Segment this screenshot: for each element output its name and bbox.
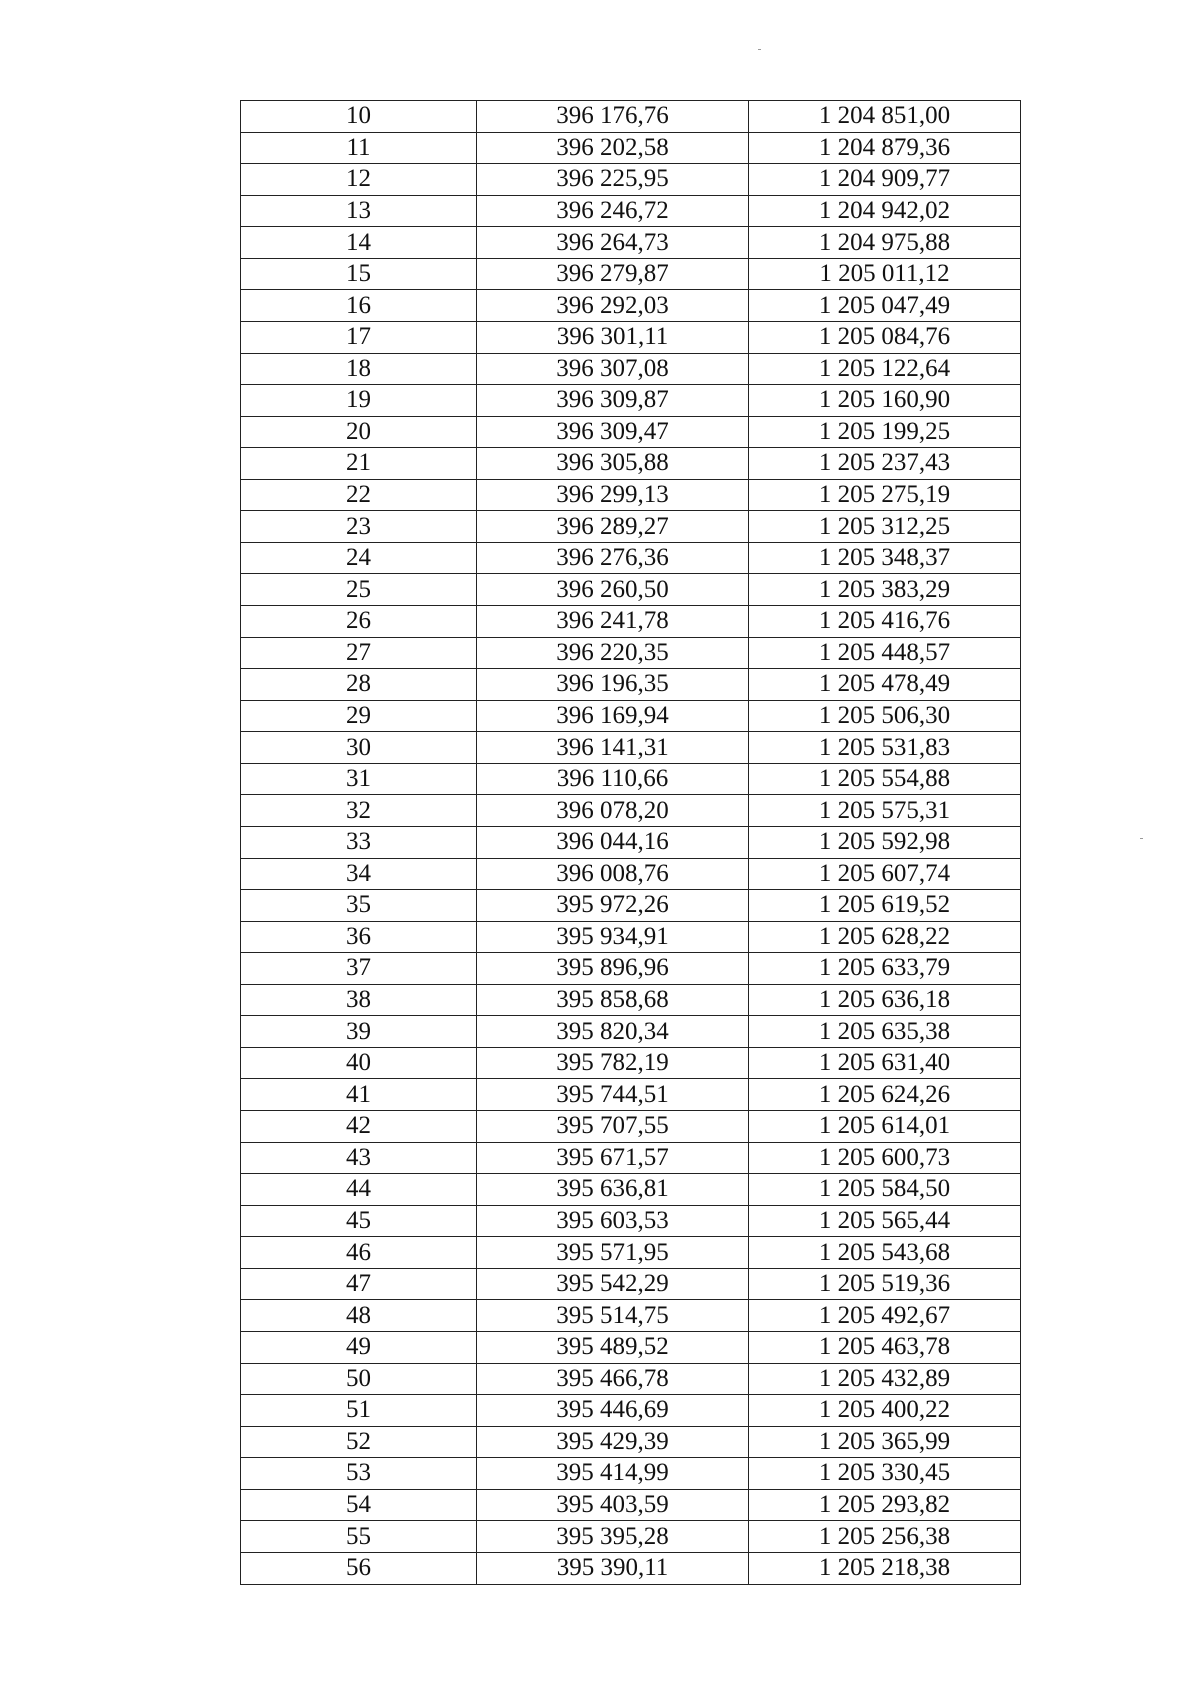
x-coordinate-cell: 396 307,08	[477, 353, 749, 385]
point-number-cell: 38	[241, 984, 477, 1016]
table-row	[241, 795, 1021, 827]
table-row	[241, 1458, 1021, 1490]
x-coordinate-cell: 395 972,26	[477, 890, 749, 922]
y-coordinate-cell: 1 205 478,49	[749, 669, 1021, 701]
table-row	[241, 1552, 1021, 1584]
x-coordinate-cell: 395 414,99	[477, 1458, 749, 1490]
x-coordinate-cell: 396 301,11	[477, 321, 749, 353]
table-row	[241, 511, 1021, 543]
table-row	[241, 1331, 1021, 1363]
point-number-cell: 25	[241, 574, 477, 606]
y-coordinate-cell: 1 205 448,57	[749, 637, 1021, 669]
x-coordinate-cell: 395 744,51	[477, 1079, 749, 1111]
y-coordinate-cell: 1 205 584,50	[749, 1174, 1021, 1206]
y-coordinate-cell: 1 205 084,76	[749, 321, 1021, 353]
point-number-cell: 24	[241, 542, 477, 574]
table-row	[241, 1016, 1021, 1048]
table-row	[241, 101, 1021, 133]
y-coordinate-cell: 1 205 416,76	[749, 606, 1021, 638]
y-coordinate-cell: 1 205 275,19	[749, 479, 1021, 511]
point-number-cell: 14	[241, 227, 477, 259]
table-row	[241, 953, 1021, 985]
point-number-cell: 10	[241, 101, 477, 133]
y-coordinate-cell: 1 205 635,38	[749, 1016, 1021, 1048]
table-row	[241, 1205, 1021, 1237]
table-row	[241, 1521, 1021, 1553]
table-row	[241, 606, 1021, 638]
y-coordinate-cell: 1 205 383,29	[749, 574, 1021, 606]
x-coordinate-cell: 395 707,55	[477, 1111, 749, 1143]
x-coordinate-cell: 396 202,58	[477, 132, 749, 164]
x-coordinate-cell: 396 279,87	[477, 258, 749, 290]
point-number-cell: 20	[241, 416, 477, 448]
x-coordinate-cell: 396 169,94	[477, 700, 749, 732]
table-row	[241, 1268, 1021, 1300]
point-number-cell: 12	[241, 164, 477, 196]
point-number-cell: 32	[241, 795, 477, 827]
y-coordinate-cell: 1 205 554,88	[749, 763, 1021, 795]
y-coordinate-cell: 1 205 293,82	[749, 1489, 1021, 1521]
x-coordinate-cell: 395 395,28	[477, 1521, 749, 1553]
table-row	[241, 290, 1021, 322]
point-number-cell: 15	[241, 258, 477, 290]
point-number-cell: 33	[241, 826, 477, 858]
y-coordinate-cell: 1 205 633,79	[749, 953, 1021, 985]
x-coordinate-cell: 396 299,13	[477, 479, 749, 511]
table-row	[241, 132, 1021, 164]
x-coordinate-cell: 396 141,31	[477, 732, 749, 764]
x-coordinate-cell: 396 196,35	[477, 669, 749, 701]
point-number-cell: 49	[241, 1331, 477, 1363]
point-number-cell: 53	[241, 1458, 477, 1490]
table-row	[241, 700, 1021, 732]
table-row	[241, 1111, 1021, 1143]
x-coordinate-cell: 396 260,50	[477, 574, 749, 606]
table-row	[241, 1047, 1021, 1079]
x-coordinate-cell: 395 896,96	[477, 953, 749, 985]
coordinates-table	[240, 100, 1021, 1585]
point-number-cell: 29	[241, 700, 477, 732]
table-row	[241, 385, 1021, 417]
coordinates-table-container	[240, 100, 1020, 1585]
point-number-cell: 43	[241, 1142, 477, 1174]
x-coordinate-cell: 396 110,66	[477, 763, 749, 795]
point-number-cell: 48	[241, 1300, 477, 1332]
x-coordinate-cell: 396 176,76	[477, 101, 749, 133]
x-coordinate-cell: 395 466,78	[477, 1363, 749, 1395]
y-coordinate-cell: 1 205 011,12	[749, 258, 1021, 290]
x-coordinate-cell: 396 008,76	[477, 858, 749, 890]
x-coordinate-cell: 396 220,35	[477, 637, 749, 669]
x-coordinate-cell: 396 241,78	[477, 606, 749, 638]
coordinates-table-body	[241, 101, 1021, 1585]
table-row	[241, 826, 1021, 858]
point-number-cell: 27	[241, 637, 477, 669]
table-row	[241, 227, 1021, 259]
table-row	[241, 574, 1021, 606]
y-coordinate-cell: 1 205 519,36	[749, 1268, 1021, 1300]
y-coordinate-cell: 1 205 565,44	[749, 1205, 1021, 1237]
x-coordinate-cell: 395 446,69	[477, 1395, 749, 1427]
point-number-cell: 22	[241, 479, 477, 511]
y-coordinate-cell: 1 204 909,77	[749, 164, 1021, 196]
point-number-cell: 17	[241, 321, 477, 353]
point-number-cell: 40	[241, 1047, 477, 1079]
point-number-cell: 30	[241, 732, 477, 764]
point-number-cell: 16	[241, 290, 477, 322]
y-coordinate-cell: 1 205 218,38	[749, 1552, 1021, 1584]
y-coordinate-cell: 1 205 365,99	[749, 1426, 1021, 1458]
point-number-cell: 26	[241, 606, 477, 638]
table-row	[241, 195, 1021, 227]
y-coordinate-cell: 1 205 592,98	[749, 826, 1021, 858]
table-row	[241, 542, 1021, 574]
point-number-cell: 23	[241, 511, 477, 543]
x-coordinate-cell: 395 571,95	[477, 1237, 749, 1269]
x-coordinate-cell: 396 289,27	[477, 511, 749, 543]
table-row	[241, 890, 1021, 922]
x-coordinate-cell: 395 489,52	[477, 1331, 749, 1363]
y-coordinate-cell: 1 205 624,26	[749, 1079, 1021, 1111]
point-number-cell: 34	[241, 858, 477, 890]
point-number-cell: 41	[241, 1079, 477, 1111]
x-coordinate-cell: 395 636,81	[477, 1174, 749, 1206]
y-coordinate-cell: 1 205 619,52	[749, 890, 1021, 922]
point-number-cell: 13	[241, 195, 477, 227]
y-coordinate-cell: 1 205 631,40	[749, 1047, 1021, 1079]
y-coordinate-cell: 1 205 256,38	[749, 1521, 1021, 1553]
scan-speck-right	[1140, 838, 1143, 839]
y-coordinate-cell: 1 205 575,31	[749, 795, 1021, 827]
y-coordinate-cell: 1 205 628,22	[749, 921, 1021, 953]
x-coordinate-cell: 395 514,75	[477, 1300, 749, 1332]
y-coordinate-cell: 1 205 614,01	[749, 1111, 1021, 1143]
y-coordinate-cell: 1 205 312,25	[749, 511, 1021, 543]
point-number-cell: 54	[241, 1489, 477, 1521]
y-coordinate-cell: 1 205 531,83	[749, 732, 1021, 764]
y-coordinate-cell: 1 205 160,90	[749, 385, 1021, 417]
point-number-cell: 28	[241, 669, 477, 701]
table-row	[241, 1489, 1021, 1521]
table-row	[241, 1237, 1021, 1269]
point-number-cell: 50	[241, 1363, 477, 1395]
x-coordinate-cell: 395 542,29	[477, 1268, 749, 1300]
point-number-cell: 44	[241, 1174, 477, 1206]
x-coordinate-cell: 395 820,34	[477, 1016, 749, 1048]
table-row	[241, 921, 1021, 953]
y-coordinate-cell: 1 205 400,22	[749, 1395, 1021, 1427]
table-row	[241, 1426, 1021, 1458]
x-coordinate-cell: 395 603,53	[477, 1205, 749, 1237]
table-row	[241, 448, 1021, 480]
table-row	[241, 353, 1021, 385]
point-number-cell: 51	[241, 1395, 477, 1427]
y-coordinate-cell: 1 205 348,37	[749, 542, 1021, 574]
point-number-cell: 45	[241, 1205, 477, 1237]
table-row	[241, 321, 1021, 353]
x-coordinate-cell: 396 225,95	[477, 164, 749, 196]
point-number-cell: 52	[241, 1426, 477, 1458]
table-row	[241, 416, 1021, 448]
x-coordinate-cell: 395 671,57	[477, 1142, 749, 1174]
table-row	[241, 763, 1021, 795]
y-coordinate-cell: 1 205 492,67	[749, 1300, 1021, 1332]
table-row	[241, 1300, 1021, 1332]
table-row	[241, 732, 1021, 764]
x-coordinate-cell: 395 782,19	[477, 1047, 749, 1079]
table-row	[241, 1142, 1021, 1174]
table-row	[241, 1079, 1021, 1111]
table-row	[241, 479, 1021, 511]
table-row	[241, 669, 1021, 701]
x-coordinate-cell: 396 044,16	[477, 826, 749, 858]
y-coordinate-cell: 1 204 942,02	[749, 195, 1021, 227]
point-number-cell: 55	[241, 1521, 477, 1553]
y-coordinate-cell: 1 205 330,45	[749, 1458, 1021, 1490]
scan-speck-top	[758, 49, 761, 50]
x-coordinate-cell: 396 264,73	[477, 227, 749, 259]
point-number-cell: 37	[241, 953, 477, 985]
point-number-cell: 42	[241, 1111, 477, 1143]
table-row	[241, 1174, 1021, 1206]
table-row	[241, 258, 1021, 290]
point-number-cell: 47	[241, 1268, 477, 1300]
y-coordinate-cell: 1 205 432,89	[749, 1363, 1021, 1395]
point-number-cell: 39	[241, 1016, 477, 1048]
point-number-cell: 11	[241, 132, 477, 164]
table-row	[241, 1363, 1021, 1395]
x-coordinate-cell: 396 309,47	[477, 416, 749, 448]
y-coordinate-cell: 1 205 636,18	[749, 984, 1021, 1016]
y-coordinate-cell: 1 205 199,25	[749, 416, 1021, 448]
x-coordinate-cell: 396 309,87	[477, 385, 749, 417]
y-coordinate-cell: 1 205 463,78	[749, 1331, 1021, 1363]
point-number-cell: 31	[241, 763, 477, 795]
y-coordinate-cell: 1 204 851,00	[749, 101, 1021, 133]
table-row	[241, 858, 1021, 890]
point-number-cell: 56	[241, 1552, 477, 1584]
x-coordinate-cell: 396 305,88	[477, 448, 749, 480]
x-coordinate-cell: 395 934,91	[477, 921, 749, 953]
x-coordinate-cell: 396 276,36	[477, 542, 749, 574]
y-coordinate-cell: 1 205 237,43	[749, 448, 1021, 480]
y-coordinate-cell: 1 204 975,88	[749, 227, 1021, 259]
x-coordinate-cell: 395 858,68	[477, 984, 749, 1016]
y-coordinate-cell: 1 205 543,68	[749, 1237, 1021, 1269]
point-number-cell: 35	[241, 890, 477, 922]
point-number-cell: 46	[241, 1237, 477, 1269]
point-number-cell: 18	[241, 353, 477, 385]
y-coordinate-cell: 1 205 047,49	[749, 290, 1021, 322]
x-coordinate-cell: 395 390,11	[477, 1552, 749, 1584]
point-number-cell: 36	[241, 921, 477, 953]
y-coordinate-cell: 1 205 122,64	[749, 353, 1021, 385]
table-row	[241, 637, 1021, 669]
x-coordinate-cell: 395 429,39	[477, 1426, 749, 1458]
y-coordinate-cell: 1 205 506,30	[749, 700, 1021, 732]
point-number-cell: 19	[241, 385, 477, 417]
x-coordinate-cell: 396 292,03	[477, 290, 749, 322]
y-coordinate-cell: 1 204 879,36	[749, 132, 1021, 164]
table-row	[241, 984, 1021, 1016]
table-row	[241, 164, 1021, 196]
x-coordinate-cell: 396 078,20	[477, 795, 749, 827]
y-coordinate-cell: 1 205 607,74	[749, 858, 1021, 890]
y-coordinate-cell: 1 205 600,73	[749, 1142, 1021, 1174]
table-row	[241, 1395, 1021, 1427]
x-coordinate-cell: 395 403,59	[477, 1489, 749, 1521]
point-number-cell: 21	[241, 448, 477, 480]
x-coordinate-cell: 396 246,72	[477, 195, 749, 227]
